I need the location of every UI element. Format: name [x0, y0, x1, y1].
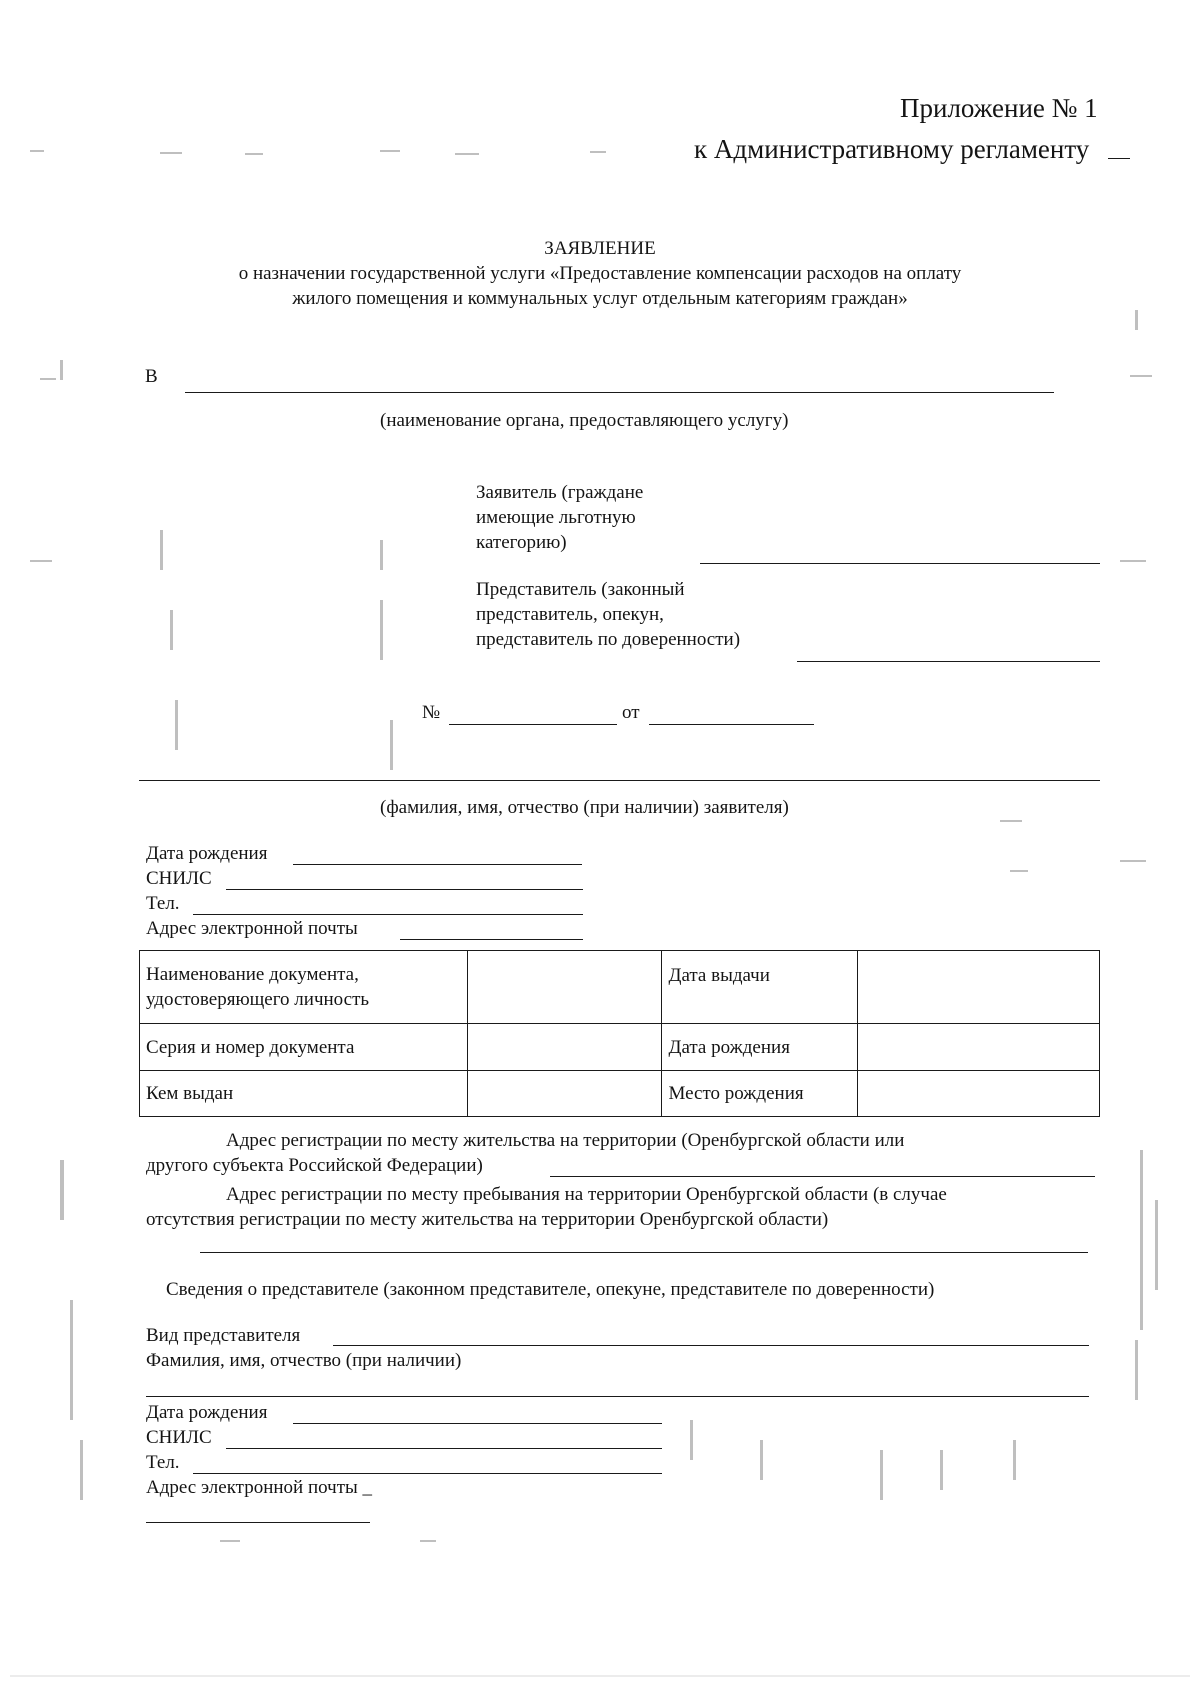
representative-section-heading: Сведения о представителе (законном представителе, опекуне, представителе по доверенности)	[166, 1279, 935, 1300]
table-label-cell	[662, 1024, 858, 1071]
registration-number-label: №	[422, 702, 441, 723]
registration-date-label: от	[622, 702, 640, 723]
id-doc-name-label-line1: Наименование документа,	[146, 964, 359, 985]
issue-date-cell[interactable]	[858, 951, 1100, 1024]
stay-address-line1: Адрес регистрации по месту пребывания на территории Оренбургской области (в случае	[226, 1184, 947, 1205]
residence-address-line1: Адрес регистрации по месту жительства на территории (Оренбургской области или	[226, 1130, 905, 1151]
representative-label-line3: представитель по доверенности)	[476, 629, 741, 650]
applicant-birthdate-field[interactable]	[293, 864, 582, 865]
applicant-label-line1: Заявитель (граждане	[476, 482, 644, 503]
registration-date-field[interactable]	[649, 724, 814, 725]
applicant-name-field[interactable]	[139, 780, 1100, 781]
series-number-label: Серия и номер документа	[146, 1036, 355, 1058]
table-row	[140, 1071, 1100, 1117]
representative-label-line1: Представитель (законный	[476, 579, 685, 600]
table-label-cell	[140, 1024, 468, 1071]
issue-date-label: Дата выдачи	[668, 965, 770, 986]
addressee-prefix: В	[145, 366, 158, 387]
applicant-name-caption: (фамилия, имя, отчество (при наличии) заявителя)	[380, 797, 789, 818]
residence-address-field[interactable]	[550, 1176, 1095, 1177]
applicant-phone-field[interactable]	[193, 914, 583, 915]
document-subtitle-line2: жилого помещения и коммунальных услуг отдельным категориям граждан»	[292, 288, 908, 309]
birthplace-label: Место рождения	[668, 1083, 804, 1104]
applicant-snils-field[interactable]	[226, 889, 583, 890]
table-row	[140, 951, 1100, 1024]
table-birthdate-label: Дата рождения	[668, 1036, 790, 1058]
representative-type-field[interactable]	[333, 1345, 1089, 1346]
applicant-email-label: Адрес электронной почты	[146, 918, 358, 939]
representative-fullname-field[interactable]	[146, 1396, 1089, 1397]
issued-by-cell[interactable]	[467, 1071, 662, 1117]
representative-snils-label: СНИЛС	[146, 1427, 212, 1448]
regulation-underline	[1108, 158, 1130, 159]
document-title: ЗАЯВЛЕНИЕ	[544, 238, 656, 259]
stay-address-line2: отсутствия регистрации по месту жительства на территории Оренбургской области)	[146, 1209, 829, 1230]
annex-number: Приложение № 1	[900, 93, 1098, 123]
residence-address-line2: другого субъекта Российской Федерации)	[146, 1155, 483, 1176]
table-row	[140, 1024, 1100, 1071]
applicant-label-line2: имеющие льготную	[476, 507, 636, 528]
applicant-field[interactable]	[700, 563, 1100, 564]
applicant-label-line3: категорию)	[476, 532, 567, 553]
addressee-field[interactable]	[185, 392, 1054, 393]
representative-fullname-label: Фамилия, имя, отчество (при наличии)	[146, 1350, 462, 1371]
representative-field[interactable]	[797, 661, 1100, 662]
id-doc-name-label-line2: удостоверяющего личность	[146, 989, 370, 1010]
applicant-email-field[interactable]	[400, 939, 583, 940]
representative-label-line2: представитель, опекун,	[476, 604, 664, 625]
table-label-cell	[140, 1071, 468, 1117]
registration-number-field[interactable]	[449, 724, 617, 725]
representative-email-field[interactable]	[146, 1522, 370, 1523]
representative-phone-field[interactable]	[193, 1473, 662, 1474]
representative-type-label: Вид представителя	[146, 1325, 301, 1346]
representative-birthdate-field[interactable]	[293, 1423, 662, 1424]
issued-by-label: Кем выдан	[146, 1083, 234, 1104]
regulation-reference: к Административному регламенту	[694, 134, 1090, 164]
birthplace-cell[interactable]	[858, 1071, 1100, 1117]
representative-snils-field[interactable]	[226, 1448, 662, 1449]
representative-email-label: Адрес электронной почты _	[146, 1477, 373, 1498]
series-number-cell[interactable]	[467, 1024, 662, 1071]
table-birthdate-cell[interactable]	[858, 1024, 1100, 1071]
id-doc-name-cell[interactable]	[467, 951, 662, 1024]
representative-phone-label: Тел.	[146, 1452, 180, 1473]
addressee-caption: (наименование органа, предоставляющего услугу)	[380, 410, 789, 431]
document-subtitle-line1: о назначении государственной услуги «Предоставление компенсации расходов на оплату	[238, 263, 962, 284]
table-label-cell	[662, 951, 858, 1024]
applicant-phone-label: Тел.	[146, 893, 180, 914]
representative-birthdate-label: Дата рождения	[146, 1402, 268, 1423]
table-label-cell	[140, 951, 468, 1024]
applicant-birthdate-label: Дата рождения	[146, 843, 268, 864]
table-label-cell	[662, 1071, 858, 1117]
stay-address-field[interactable]	[200, 1252, 1088, 1253]
identity-document-table	[139, 950, 1100, 1117]
applicant-snils-label: СНИЛС	[146, 868, 212, 889]
